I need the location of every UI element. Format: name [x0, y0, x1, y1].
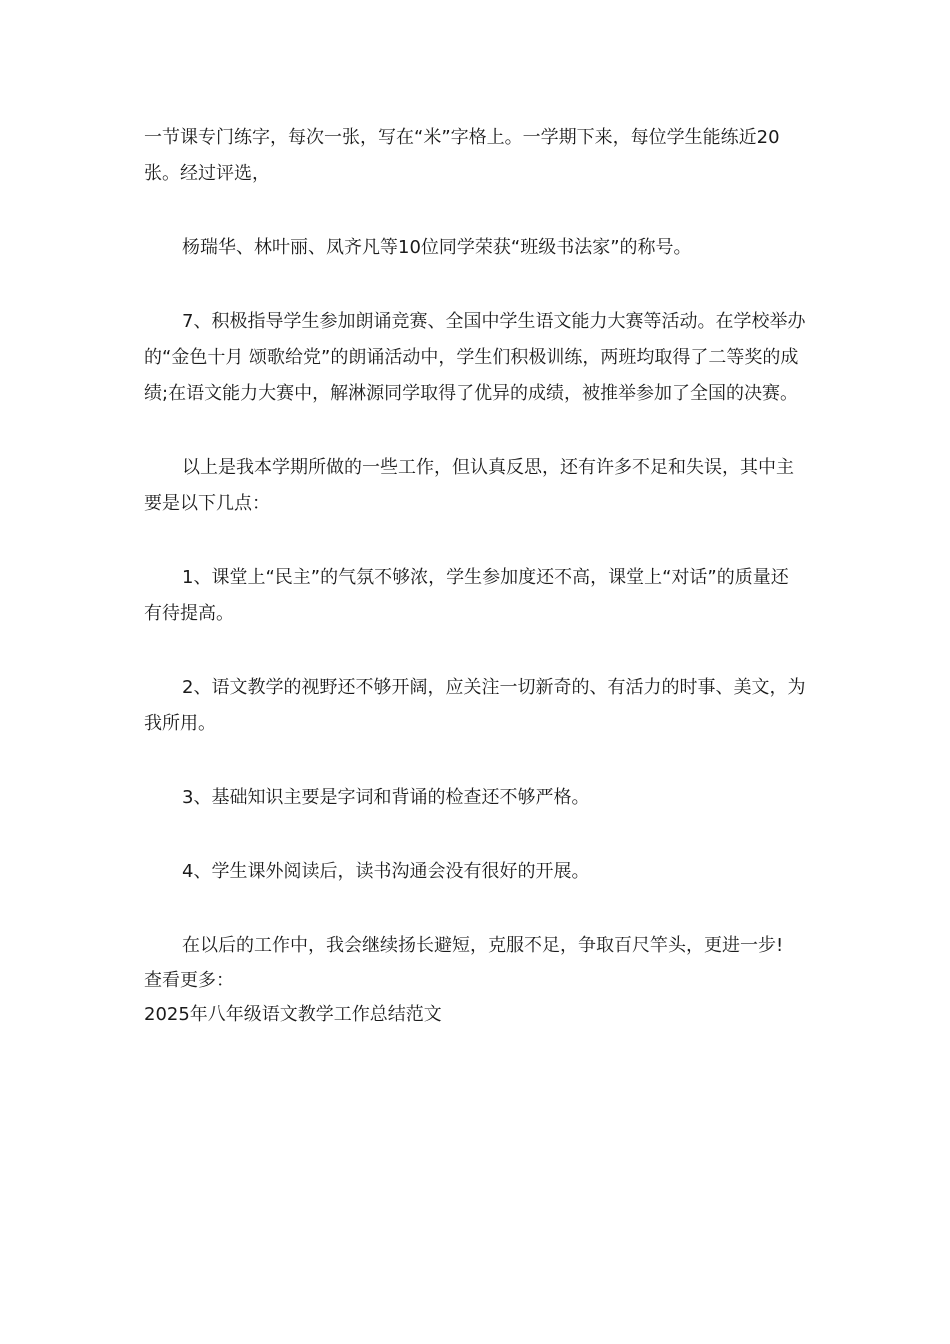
paragraph-point-4: 4、学生课外阅读后，读书沟通会没有很好的开展。 — [182, 861, 590, 882]
paragraph-practice-writing: 一节课专门练字，每次一张，写在“米”字格上。一学期下来，每位学生能练近20张。经过评选， — [144, 127, 780, 184]
paragraph-point-1: 1、课堂上“民主”的气氛不够浓，学生参加度还不高，课堂上“对话”的质量还有待提高。 — [144, 567, 789, 624]
document-body — [144, 120, 806, 1032]
paragraph-point-3: 3、基础知识主要是字词和背诵的检查还不够严格。 — [182, 787, 590, 808]
see-more-link[interactable]: 2025年八年级语文教学工作总结范文 — [144, 1004, 442, 1025]
paragraph-point-2: 2、语文教学的视野还不够开阔，应关注一切新奇的、有活力的时事、美文，为我所用。 — [144, 677, 806, 734]
paragraph-calligraphy-award: 杨瑞华、林叶丽、凤齐凡等10位同学荣获“班级书法家”的称号。 — [182, 237, 692, 258]
see-more-label: 查看更多： — [144, 970, 234, 991]
paragraph-item-7: 7、积极指导学生参加朗诵竞赛、全国中学生语文能力大赛等活动。在学校举办的“金色十月 颂歌给党”的朗诵活动中，学生们积极训练，两班均取得了二等奖的成绩;在语文能力大赛中，解淋源同学取得了优异的成绩，被推举参加了全国的决赛。 — [144, 311, 806, 404]
paragraph-conclusion: 在以后的工作中，我会继续扬长避短，克服不足，争取百尺竿头，更进一步! — [182, 935, 784, 956]
paragraph-reflection: 以上是我本学期所做的一些工作，但认真反思，还有许多不足和失误，其中主要是以下几点： — [144, 457, 794, 514]
